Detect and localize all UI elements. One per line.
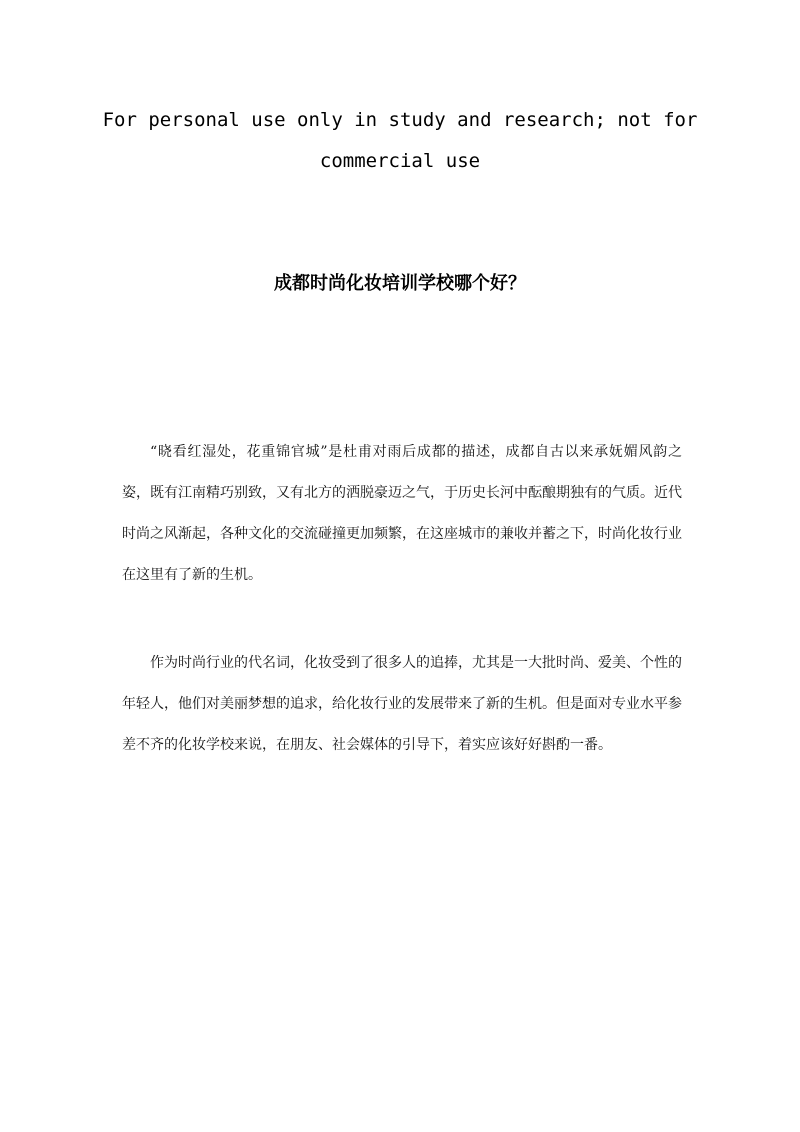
- body-paragraph-2: 作为时尚行业的代名词，化妆受到了很多人的追捧，尤其是一大批时尚、爱美、个性的年轻人，他们对美丽梦想的追求，给化妆行业的发展带来了新的生机。但是面对专业水平参差不齐的化妆学校来说，在朋友、社会媒体的引导下，着实应该好好斟酌一番。: [122, 655, 682, 753]
- page-title: 成都时尚化妆培训学校哪个好？: [274, 273, 526, 294]
- body-paragraph-1: “晓看红湿处，花重锦官城”是杜甫对雨后成都的描述，成都自古以来承妩媚风韵之姿，既有江南精巧别致，又有北方的洒脱豪迈之气，于历史长河中酝酿期独有的气质。近代时尚之风渐起，各种文化的交流碰撞更加频繁，在这座城市的兼收并蓄之下，时尚化妆行业在这里有了新的生机。: [122, 444, 682, 583]
- disclaimer-text: For personal use only in study and research; not for commercial use: [102, 109, 698, 172]
